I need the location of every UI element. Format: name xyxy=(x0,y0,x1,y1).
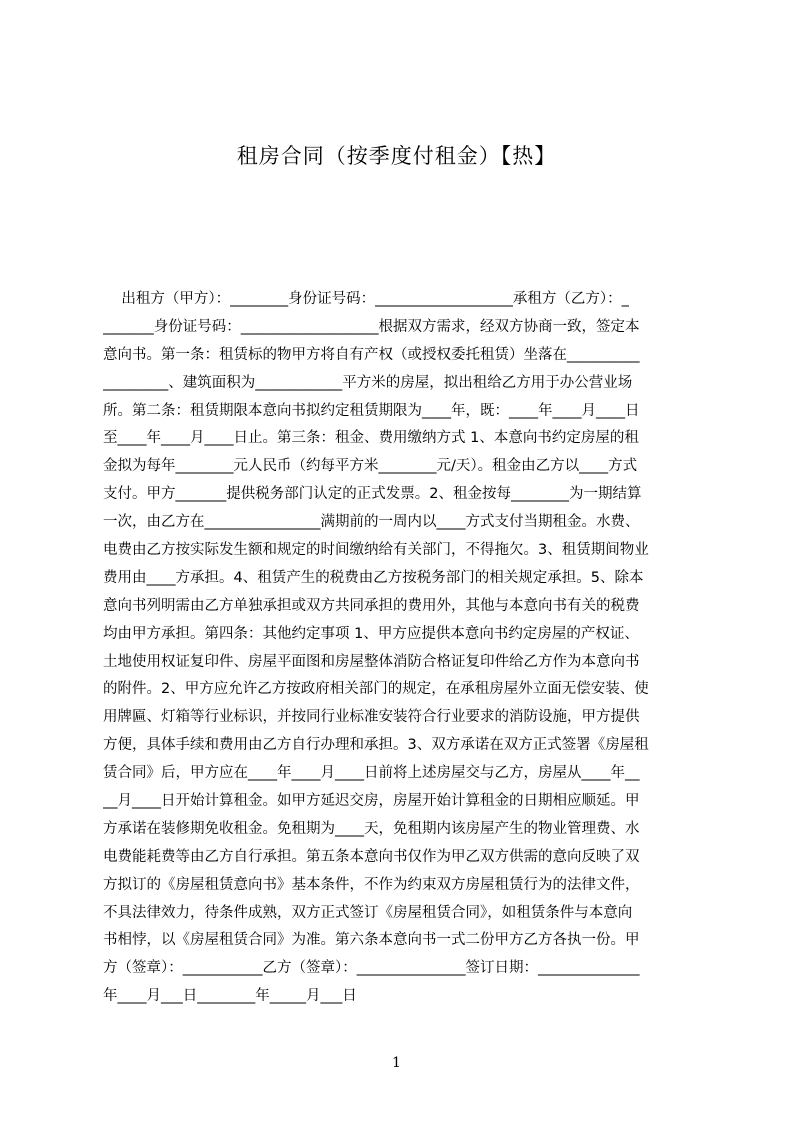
body-line: 方拟订的《房屋租赁意向书》基本条件，不作为约束双方房屋租赁行为的法律文件， xyxy=(103,876,640,893)
body-line: 方（签章）：___________乙方（签章）：_______________签订日期：______________ xyxy=(103,960,640,977)
body-line: 方承诺在装修期免收租金。免租期为____天，免租期内该房屋产生的物业管理费、水 xyxy=(103,820,640,837)
body-line: 均由甲方承担。第四条：其他约定事项 1、甲方应提供本意向书约定房屋的产权证、 xyxy=(103,625,639,642)
body-line: 意向书列明需由乙方单独承担或双方共同承担的费用外，其他与本意向书有关的税费 xyxy=(103,597,640,614)
body-line: 意向书。第一条：租赁标的物甲方将自有产权（或授权委托租赁）坐落在__________ xyxy=(103,346,640,363)
body-line: 的附件。2、甲方应允许乙方按政府相关部门的规定，在承租房屋外立面无偿安装、使 xyxy=(103,681,649,698)
body-line: _________、建筑面积为____________平方米的房屋，拟出租给乙方用于办公营业场 xyxy=(103,374,633,391)
body-line: __月____日开始计算租金。如甲方延迟交房，房屋开始计算租金的日期相应顺延。甲 xyxy=(103,793,640,810)
document-title: 租房合同（按季度付租金）【热】 xyxy=(236,144,557,168)
body-line: 金拟为每年________元人民币（约每平方米________元/天）。租金由乙方以____方式 xyxy=(103,458,638,475)
body-line: _______身份证号码：___________________根据双方需求，经双方协商一致，签定本 xyxy=(103,318,640,335)
body-line: 至____年____月____日止。第三条：租金、费用缴纳方式 1、本意向书约定房屋的租 xyxy=(103,430,639,447)
body-line: 一次，由乙方在________________满期前的一周内以____方式支付当期租金。水费、 xyxy=(103,514,640,531)
body-line: 不具法律效力，待条件成熟，双方正式签订《房屋租赁合同》，如租赁条件与本意向 xyxy=(103,904,633,921)
body-line: 年____月___日________年_____月___日 xyxy=(103,988,357,1005)
body-line: 支付。甲方_______提供税务部门认定的正式发票。2、租金按每________为一期结算 xyxy=(103,486,642,503)
body-line: 土地使用权证复印件、房屋平面图和房屋整体消防合格证复印件给乙方作为本意向书 xyxy=(103,653,640,670)
body-line: 用牌匾、灯箱等行业标识，并按同行业标准安装符合行业要求的消防设施，甲方提供 xyxy=(103,709,640,726)
body-line: 费用由____方承担。4、租赁产生的税费由乙方按税务部门的相关规定承担。5、除本 xyxy=(103,569,644,586)
body-line: 电费能耗费等由乙方自行承担。第五条本意向书仅作为甲乙双方供需的意向反映了双 xyxy=(103,848,640,865)
body-line: 所。第二条：租赁期限本意向书拟约定租赁期限为____年，既：____年____月____日 xyxy=(103,402,640,419)
body-line: 电费由乙方按实际发生额和规定的时间缴纳给有关部门，不得拖欠。3、租赁期间物业 xyxy=(103,542,649,559)
page-number: 1 xyxy=(392,1055,401,1071)
body-line: 书相悖，以《房屋租赁合同》为准。第六条本意向书一式二份甲方乙方各执一份。甲 xyxy=(103,932,640,949)
contract-body xyxy=(103,286,699,1011)
body-line: 赁合同》后，甲方应在____年____月____日前将上述房屋交与乙方，房屋从____年__ xyxy=(103,765,640,782)
body-line: 出租方（甲方）：________身份证号码：___________________承租方（乙方）：_ xyxy=(103,291,629,307)
body-line: 方便，具体手续和费用由乙方自行办理和承担。3、双方承诺在双方正式签署《房屋租 xyxy=(103,737,649,754)
